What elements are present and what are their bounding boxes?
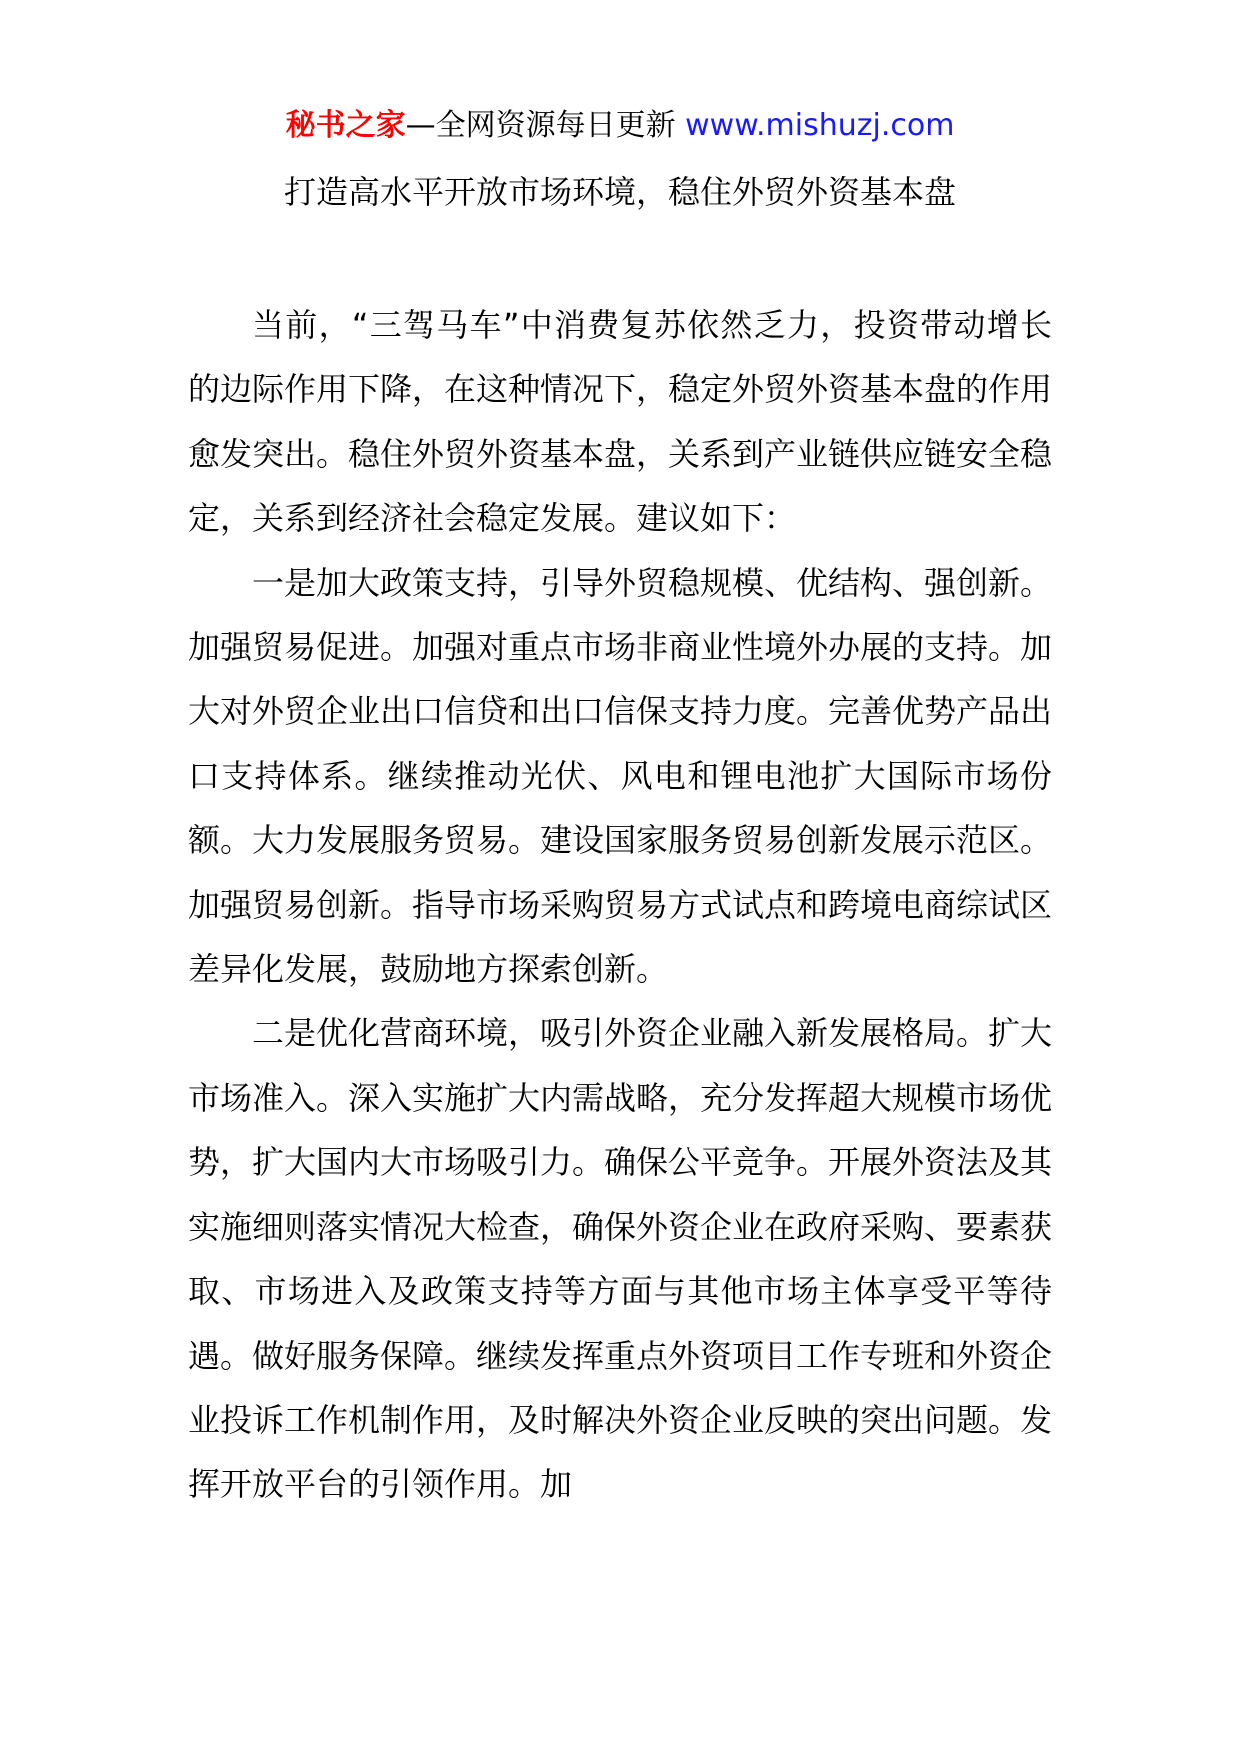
site-header bbox=[0, 104, 1240, 148]
paragraph: 二是优化营商环境，吸引外资企业融入新发展格局。扩大市场准入。深入实施扩大内需战略，充分发挥超大规模市场优势，扩大国内大市场吸引力。确保公平竞争。开展外资法及其实施细则落实情况大检查，确保外资企业在政府采购、要素获取、市场进入及政策支持等方面与其他市场主体享受平等待遇。做好服务保障。继续发挥重点外资项目工作专班和外资企业投诉工作机制作用，及时解决外资企业反映的突出问题。发挥开放平台的引领作用。加 bbox=[188, 1014, 1053, 1504]
brand-tagline: —全网资源每日更新 bbox=[405, 108, 676, 143]
document-body bbox=[188, 293, 1052, 1517]
paragraph: 一是加大政策支持，引导外贸稳规模、优结构、强创新。加强贸易促进。加强对重点市场非商业性境外办展的支持。加大对外贸企业出口信贷和出口信保支持力度。完善优势产品出口支持体系。继续推动光伏、风电和锂电池扩大国际市场份额。大力发展服务贸易。建设国家服务贸易创新发展示范区。加强贸易创新。指导市场采购贸易方式试点和跨境电商综试区差异化发展，鼓励地方探索创新。 bbox=[188, 563, 1053, 989]
brand-name: 秘书之家 bbox=[285, 108, 406, 143]
paragraph: 当前，“三驾马车”中消费复苏依然乏力，投资带动增长的边际作用下降，在这种情况下，稳定外贸外资基本盘的作用愈发突出。稳住外贸外资基本盘，关系到产业链供应链安全稳定，关系到经济社会稳定发展。建议如下： bbox=[188, 306, 1053, 538]
site-url[interactable]: www.mishuzj.com bbox=[685, 108, 955, 143]
document-title: 打造高水平开放市场环境，稳住外贸外资基本盘 bbox=[283, 173, 956, 211]
